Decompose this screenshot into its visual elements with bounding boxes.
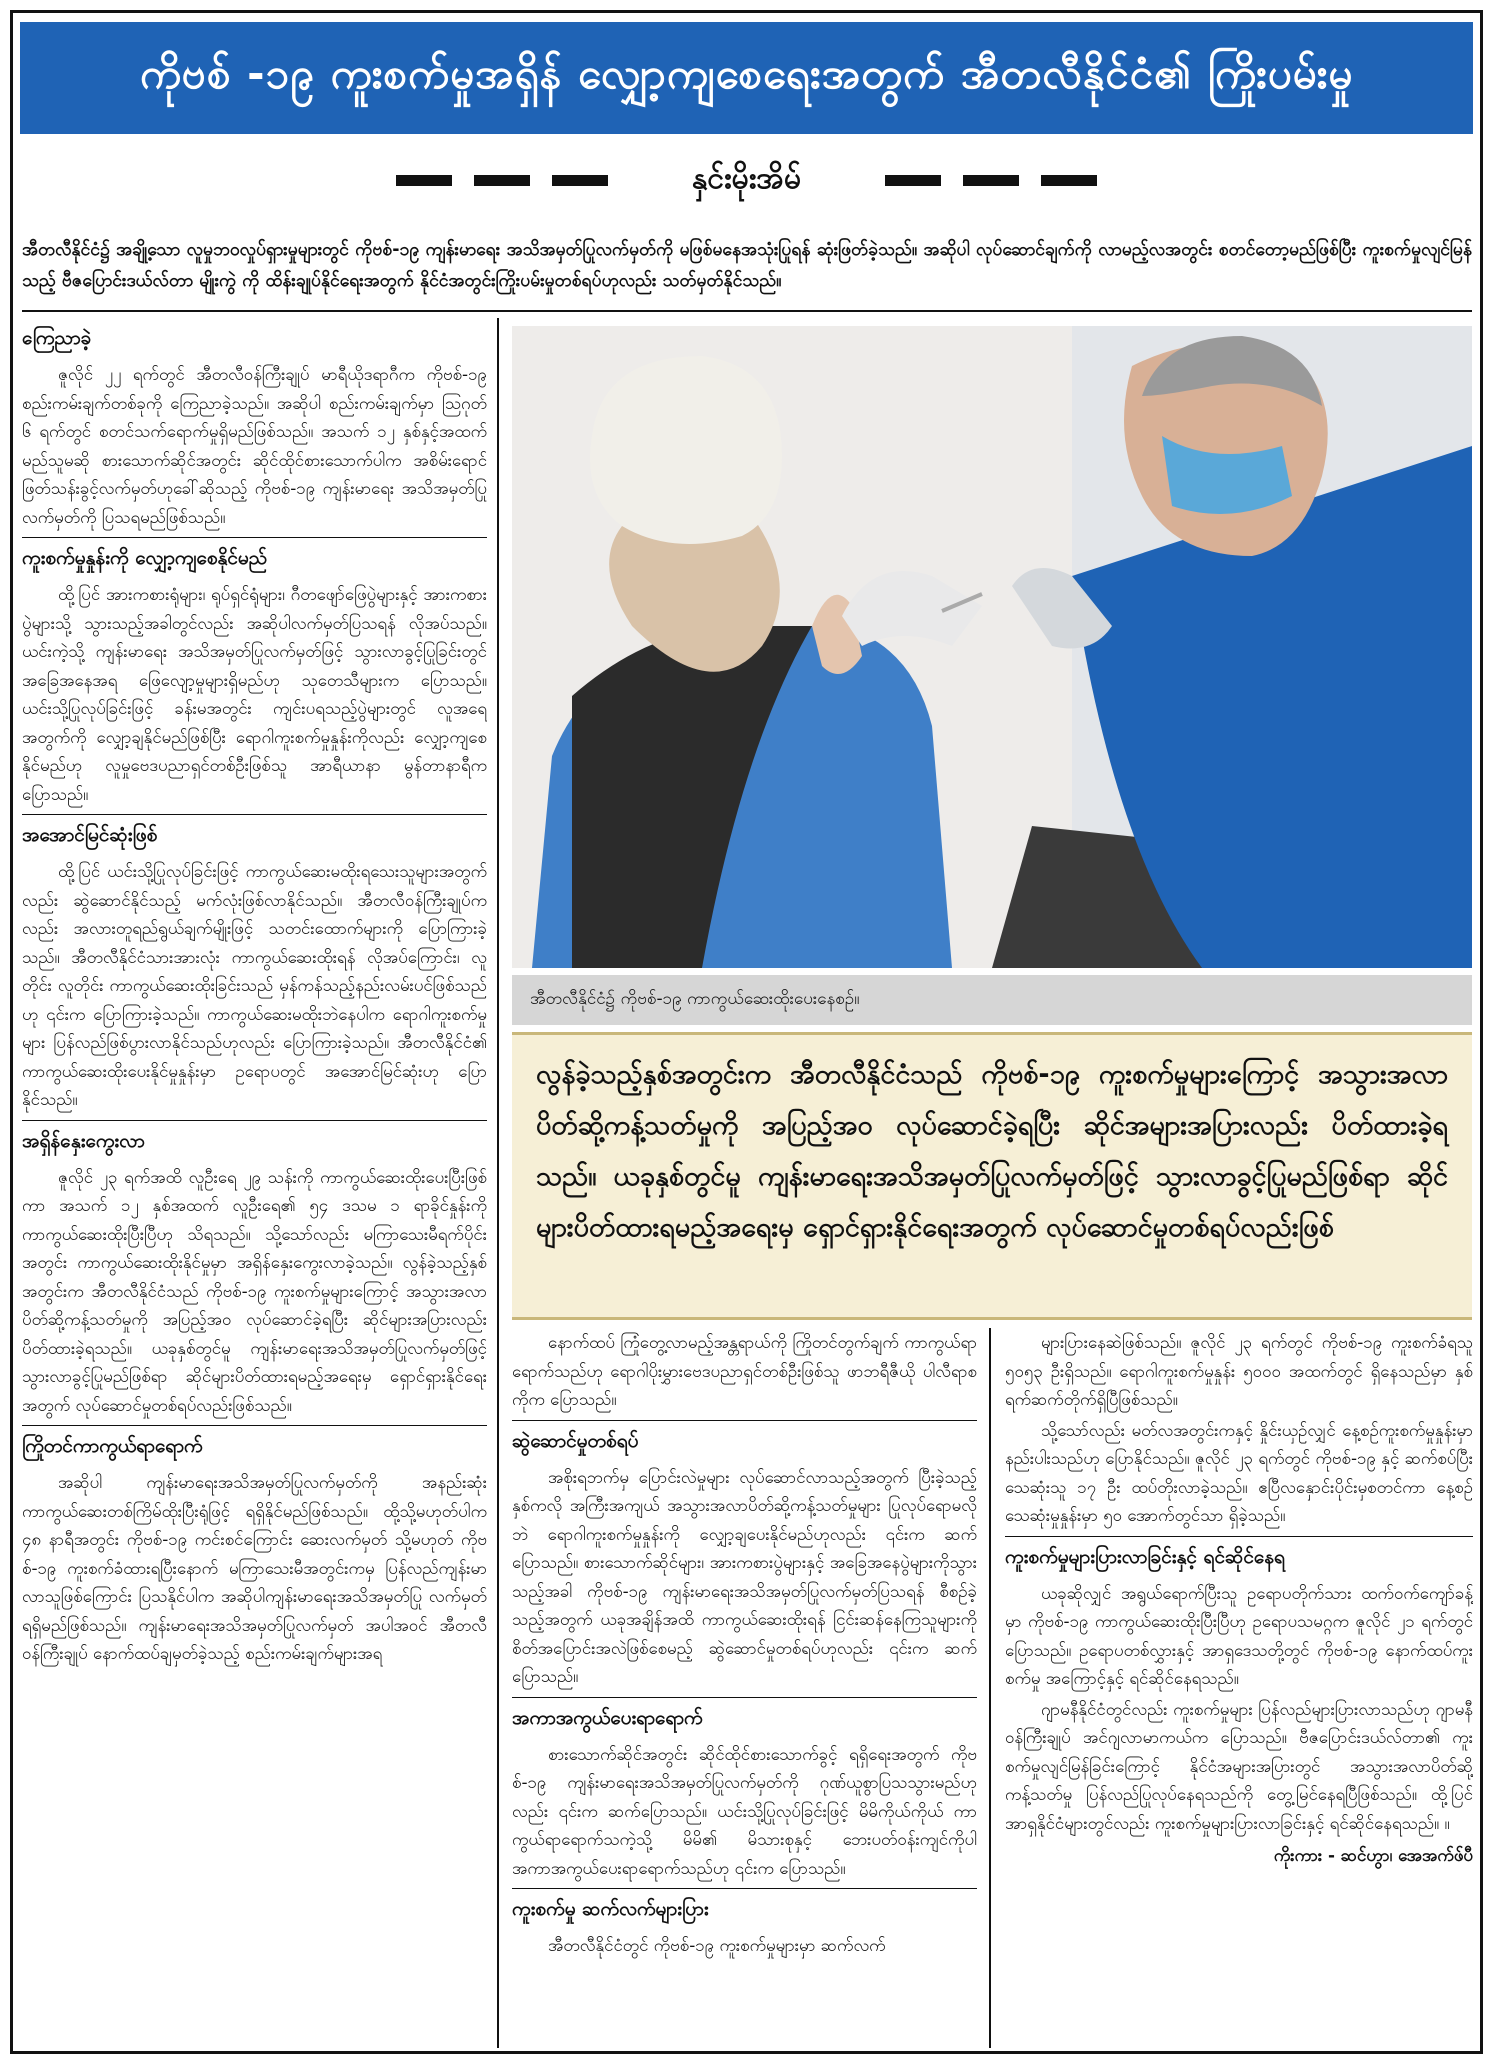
divider-dash: [963, 175, 1019, 186]
paragraph: အဆိုပါ ကျန်းမာရေးအသိအမှတ်ပြုလက်မှတ်ကို အနည်းဆုံး ကာကွယ်ဆေးတစ်ကြိမ်ထိုးပြီးရုံဖြင့် ရရှိနိုင်မည်ဖြစ်သည်။ ထို့သို့မဟုတ်ပါက ၄၈ နာရီအတွင်း ကိုဗစ်-၁၉ ကင်းစင်ကြောင်း ဆေးလက်မှတ် သို့မဟုတ် ကိုဗစ်-၁၉ ကူးစက်ခံထားရပြီးနောက် မကြာသေးမီအတွင်းကမှ ပြန်လည်ကျန်းမာလာသူဖြစ်ကြောင်း ပြသနိုင်ပါက အဆိုပါကျန်းမာရေးအသိအမှတ်ပြု လက်မှတ်ရရှိမည်ဖြစ်သည်။ ကျန်းမာရေးအသိအမှတ်ပြုလက်မှတ် အပါအဝင် အီတလီဝန်ကြီးချုပ် နောက်ထပ်ချမှတ်ခဲ့သည့် စည်းကမ်းချက်များအရ: [22, 1472, 487, 1663]
divider-dash: [885, 175, 941, 186]
intro-paragraph: အီတလီနိုင်ငံ၌ အချို့သော လူမှုဘဝလှုပ်ရှားမှုများတွင် ကိုဗစ်-၁၉ ကျန်းမာရေး အသိအမှတ်ပြုလက်မှတ်ကို မဖြစ်မနေအသုံးပြုရန် ဆုံးဖြတ်ခဲ့သည်။ အဆိုပါ လုပ်ဆောင်ချက်ကို လာမည့်လအတွင်း စတင်တော့မည်ဖြစ်ပြီး ကူးစက်မှုလျင်မြန်သည့် ဗီဇပြောင်းဒယ်လ်တာ မျိုးကွဲ ကို ထိန်းချုပ်နိုင်ရေးအတွက် နိုင်ငံအတွင်းကြိုးပမ်းမှုတစ်ရပ်ဟုလည်း သတ်မှတ်နိုင်သည်။: [22, 240, 1472, 291]
paragraph: များပြားနေဆဲဖြစ်သည်။ ဇူလိုင် ၂၃ ရက်တွင် ကိုဗစ်-၁၉ ကူးစက်ခံရသူ ၅၀၅၃ ဦးရှိသည်။ ရောဂါကူးစက်မှုနှုန်း ၅၀၀၀ အထက်တွင် ရှိနေသည်မှာ နှစ်ရက်ဆက်တိုက်ရှိပြီဖြစ်သည်။: [1005, 1332, 1473, 1409]
right-column: [1005, 1328, 1473, 2048]
section-heading: ဆွဲဆောင်မှုတစ်ရပ်: [512, 1420, 977, 1459]
divider-dash: [474, 175, 530, 186]
author-name: နှင်းမိုးအိမ်: [691, 160, 802, 196]
paragraph: ထို့ပြင် ယင်းသို့ပြုလုပ်ခြင်းဖြင့် ကာကွယ်ဆေးမထိုးရသေးသူများအတွက်လည်း ဆွဲဆောင်နိုင်သည့် မက်လုံးဖြစ်လာနိုင်သည်။ အီတလီဝန်ကြီးချုပ်ကလည်း အလားတူရည်ရွယ်ချက်မျိုးဖြင့် သတင်းထောက်များကို ပြောကြားခဲ့သည်။ အီတလီနိုင်ငံသားအားလုံး ကာကွယ်ဆေးထိုးရန် လိုအပ်ကြောင်း၊ လူတိုင်း လူတိုင်း ကာကွယ်ဆေးထိုးခြင်းသည် မှန်ကန်သည့်နည်းလမ်းပင်ဖြစ်သည်ဟု ၎င်းက ပြောကြားခဲ့သည်။ ကာကွယ်ဆေးမထိုးဘဲနေပါက ရောဂါကူးစက်မှုများ ပြန်လည်ဖြစ်ပွားလာနိုင်သည်ဟုလည်း ပြောကြားခဲ့သည်။ အီတလီနိုင်ငံ၏ ကာကွယ်ဆေးထိုးပေးနိုင်မှုနှုန်းမှာ ဥရောပတွင် အအောင်မြင်ဆုံးဟု ပြောနိုင်သည်။: [22, 861, 487, 1109]
section-heading: ကြိုတင်ကာကွယ်ရာရောက်: [22, 1425, 487, 1464]
paragraph: ယခုဆိုလျှင် အရွယ်ရောက်ပြီးသူ ဥရောပတိုက်သား ထက်ဝက်ကျော်ခန့်မှာ ကိုဗစ်-၁၉ ကာကွယ်ဆေးထိုးပြီးပြီဟု ဥရောပသမဂ္ဂက ဇူလိုင် ၂၁ ရက်တွင် ပြောသည်။ ဥရောပတစ်လွှားနှင့် အာရှဒေသတို့တွင် ကိုဗစ်-၁၉ နောက်ထပ်ကူးစက်မှု အကြောင့်နှင့် ရင်ဆိုင်နေရသည်။: [1005, 1582, 1473, 1688]
paragraph: အစိုးရဘက်မှ ပြောင်းလဲမှုများ လုပ်ဆောင်လာသည့်အတွက် ပြီးခဲ့သည့်နှစ်ကလို အကြီးအကျယ် အသွားအလာပိတ်ဆို့ကန့်သတ်မှုများ ပြုလုပ်ရောမလိုဘဲ ရောဂါကူးစက်မှုနှုန်းကို လျှော့ချပေးနိုင်မည်ဟုလည်း ၎င်းက ဆက်ပြောသည်။ စားသောက်ဆိုင်များ၊ အားကစားပွဲများနှင့် အခြေအနေပွဲများကိုသွားသည့်အခါ ကိုဗစ်-၁၉ ကျန်းမာရေးအသိအမှတ်ပြုလက်မှတ်ပြသရန် စီစဉ်ခဲ့သည့်အတွက် ယခုအချိန်အထိ ကာကွယ်ဆေးထိုးရန် ငြင်းဆန်နေကြသူများကို စိတ်အပြောင်းအလဲဖြစ်စေမည့် ဆွဲဆောင်မှုတစ်ရပ်ဟုလည်း ၎င်းက ဆက်ပြောသည်။: [512, 1466, 977, 1686]
paragraph: ဇူလိုင် ၂၂ ရက်တွင် အီတလီဝန်ကြီးချုပ် မာရီယိုဒရာဂီက ကိုဗစ်-၁၉ စည်းကမ်းချက်တစ်ခုကို ကြေညာခဲ့သည်။ အဆိုပါ စည်းကမ်းချက်မှာ ဩဂုတ် ၆ ရက်တွင် စတင်သက်ရောက်မှုရှိမည်ဖြစ်သည်။ အသက် ၁၂ နှစ်နှင့်အထက် မည်သူမဆို စားသောက်ဆိုင်အတွင်း ဆိုင်ထိုင်စားသောက်ပါက အစိမ်းရောင်ဖြတ်သန်းခွင့်လက်မှတ်ဟုခေါ်ဆိုသည့် ကိုဗစ်-၁၉ ကျန်းမာရေး အသိအမှတ်ပြုလက်မှတ်ကို ပြသရမည်ဖြစ်သည်။: [22, 364, 487, 527]
section-heading: အကာအကွယ်ပေးရာရောက်: [512, 1697, 977, 1736]
divider-dash: [552, 175, 608, 186]
divider-dash: [396, 175, 452, 186]
paragraph: ဇူလိုင် ၂၃ ရက်အထိ လူဦးရေ ၂၉ သန်းကို ကာကွယ်ဆေးထိုးပေးပြီးဖြစ်ကာ အသက် ၁၂ နှစ်အထက် လူဦးရေ၏ ၅၄ ဒသမ ၁ ရာခိုင်နှုန်းကို ကာကွယ်ဆေးထိုးပြီးပြီဟု သိရသည်။ သို့သော်လည်း မကြာသေးမီရက်ပိုင်းအတွင်း ကာကွယ်ဆေးထိုးနိုင်မှုမှာ အရှိန်နှေးကွေးလာခဲ့သည်။ လွန်ခဲ့သည့်နှစ်အတွင်းက အီတလီနိုင်ငံသည် ကိုဗစ်-၁၉ ကူးစက်မှုများကြောင့် အသွားအလာပိတ်ဆို့ကန့်သတ်မှုကို အပြည့်အဝ လုပ်ဆောင်ခဲ့ရပြီး ဆိုင်များအပြားလည်း ပိတ်ထားခဲ့ရသည်။ ယခုနှစ်တွင်မူ ကျန်းမာရေးအသိအမှတ်ပြုလက်မှတ်ဖြင့် သွားလာခွင့်ပြုမည်ဖြစ်ရာ ဆိုင်များပိတ်ထားရမည့်အရေးမှ ရှောင်ရှားနိုင်ရေးအတွက် လုပ်ဆောင်မှုတစ်ရပ်လည်းဖြစ်သည်။: [22, 1166, 487, 1415]
paragraph: နောက်ထပ် ကြုံတွေ့လာမည့်အန္တရာယ်ကို ကြိုတင်တွက်ချက် ကာကွယ်ရာရောက်သည်ဟု ရောဂါပိုးမွှားဗေဒပညာရှင်တစ်ဦးဖြစ်သူ ဖာဘရီဇီယို ပါလီရာစကိုက ပြောသည်။: [512, 1332, 977, 1409]
horizontal-rule: [22, 310, 1472, 312]
column-divider: [497, 318, 499, 2048]
left-column: [22, 318, 487, 2048]
paragraph: ထို့ပြင် အားကစားရုံများ၊ ရုပ်ရှင်ရုံများ၊ ဂီတဖျော်ဖြေပွဲများနှင့် အားကစားပွဲများသို့ သွားသည့်အခါတွင်လည်း အဆိုပါလက်မှတ်ပြသရန် လိုအပ်သည်။ ယင်းကဲ့သို့ ကျန်းမာရေး အသိအမှတ်ပြုလက်မှတ်ဖြင့် သွားလာခွင့်ပြုခြင်းတွင် အခြေအနေအရ ဖြေလျော့မှုများရှိမည်ဟု သုတေသီများက ပြောသည်။ ယင်းသို့ပြုလုပ်ခြင်းဖြင့် ခန်းမအတွင်း ကျင်းပရသည့်ပွဲများတွင် လူအရေအတွက်ကို လျှော့ချနိုင်မည်ဖြစ်ပြီး ရောဂါကူးစက်မှုနှုန်းကိုလည်း လျှော့ကျစေနိုင်မည်ဟု လူမှုဗေဒပညာရှင်တစ်ဦးဖြစ်သူ အာရီယာနာ မွန်တာနာရီက ပြောသည်။: [22, 584, 487, 804]
paragraph: ဂျာမနီနိုင်ငံတွင်လည်း ကူးစက်မှုများ ပြန်လည်များပြားလာသည်ဟု ဂျာမနီဝန်ကြီးချုပ် အင်ဂျလာမာကယ်က ပြောသည်။ ဗီဇပြောင်းဒယ်လ်တာ၏ ကူးစက်မှုလျင်မြန်ခြင်းကြောင့် နိုင်ငံအများအပြားတွင် အသွားအလာပိတ်ဆို့ကန့်သတ်မှု ပြန်လည်ပြုလုပ်နေရသည်ကို တွေ့မြင်နေရပြီဖြစ်သည်။ ထို့ပြင် အာရှနိုင်ငံများတွင်လည်း ကူးစက်မှုများပြားလာခြင်းနှင့် ရင်ဆိုင်နေရသည်။ ။: [1005, 1698, 1473, 1833]
section-heading: ကြေညာခဲ့: [22, 327, 92, 349]
paragraph: စားသောက်ဆိုင်အတွင်း ဆိုင်ထိုင်စားသောက်ခွင့် ရရှိရေးအတွက် ကိုဗစ်-၁၉ ကျန်းမာရေးအသိအမှတ်ပြုလက်မှတ်ကို ဂုဏ်ယူစွာပြသသွားမည်ဟုလည်း ၎င်းက ဆက်ပြောသည်။ ယင်းသို့ပြုလုပ်ခြင်းဖြင့် မိမိကိုယ်ကိုယ် ကာကွယ်ရာရောက်သကဲ့သို့ မိမိ၏ မိသားစုနှင့် ဘေးပတ်ဝန်းကျင်ကိုပါ အကာအကွယ်ပေးရာရောက်သည်ဟု ၎င်းက ပြောသည်။: [512, 1743, 977, 1878]
section-heading: အရှိန်နှေးကွေးလာ: [22, 1120, 487, 1159]
byline: [0, 150, 1493, 210]
section-heading: ကူးစက်မှုများပြားလာခြင်းနှင့် ရင်ဆိုင်နေရ: [1005, 1536, 1473, 1575]
photo-caption: အီတလီနိုင်ငံ၌ ကိုဗစ်-၁၉ ကာကွယ်ဆေးထိုးပေးနေစဉ်။: [512, 975, 1472, 1025]
section-heading: ကူးစက်မှု ဆက်လက်များပြား: [512, 1888, 977, 1927]
paragraph: အီတလီနိုင်ငံတွင် ကိုဗစ်-၁၉ ကူးစက်မှုများမှာ ဆက်လက်: [548, 1935, 886, 1955]
paragraph: သို့သော်လည်း မတ်လအတွင်းကနှင့် နှိုင်းယှဉ်လျှင် နေ့စဉ်ကူးစက်မှုနှုန်းမှာ နည်းပါးသည်ဟု ပြောနိုင်သည်။ ဇူလိုင် ၂၃ ရက်တွင် ကိုဗစ်-၁၉ နှင့် ဆက်စပ်ပြီးသေဆုံးသူ ၁၇ ဦး ထပ်တိုးလာခဲ့သည်။ ဧပြီလနှောင်းပိုင်းမှစတင်ကာ နေ့စဉ် သေဆုံးမှုနှုန်းမှာ ၅၀ အောက်တွင်သာ ရှိခဲ့သည်။: [1005, 1419, 1473, 1525]
middle-column: [512, 1328, 977, 2048]
divider-dash: [1041, 175, 1097, 186]
section-heading: ကူးစက်မှုနှုန်းကို လျှော့ကျစေနိုင်မည်: [22, 537, 487, 576]
column-divider: [989, 1328, 991, 2048]
pull-quote: လွန်ခဲ့သည့်နှစ်အတွင်းက အီတလီနိုင်ငံသည် ကိုဗစ်-၁၉ ကူးစက်မှုများကြောင့် အသွားအလာပိတ်ဆို့ကန့်သတ်မှုကို အပြည့်အဝ လုပ်ဆောင်ခဲ့ရပြီး ဆိုင်အများအပြားလည်း ပိတ်ထားခဲ့ရသည်။ ယခုနှစ်တွင်မူ ကျန်းမာရေးအသိအမှတ်ပြုလက်မှတ်ဖြင့် သွားလာခွင့်ပြုမည်ဖြစ်ရာ ဆိုင်များပိတ်ထားရမည့်အရေးမှ ရှောင်ရှားနိုင်ရေးအတွက် လုပ်ဆောင်မှုတစ်ရပ်လည်းဖြစ်: [512, 1032, 1472, 1320]
headline-bar: [20, 22, 1473, 134]
headline: ကိုဗစ် -၁၉ ကူးစက်မှုအရှိန် လျှော့ကျစေရေးအတွက် အီတလီနိုင်ငံ၏ ကြိုးပမ်းမှု: [139, 49, 1354, 98]
vaccination-photo: [512, 326, 1472, 968]
section-heading: အအောင်မြင်ဆုံးဖြစ်: [22, 814, 487, 853]
source-credit: ကိုးကား - ဆင်ဟွာ၊ အေအက်ဖ်ပီ: [1273, 1845, 1473, 1865]
